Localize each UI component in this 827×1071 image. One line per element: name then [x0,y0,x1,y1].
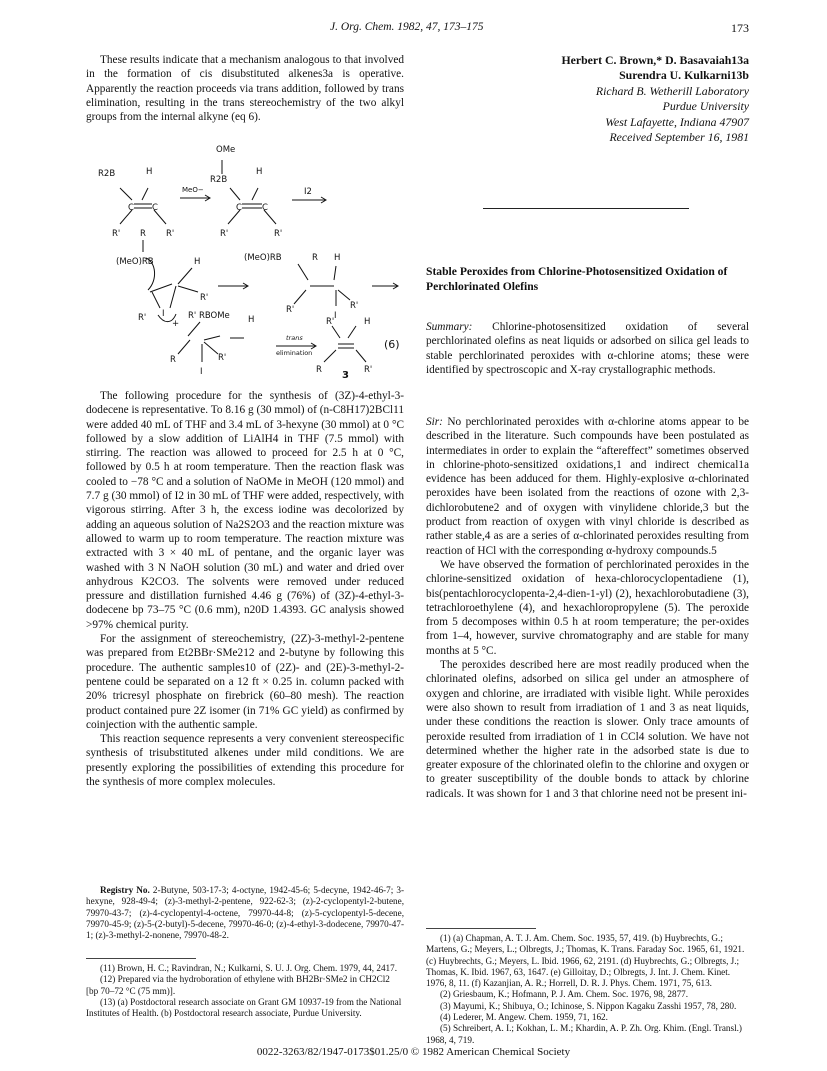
footnote-4: (4) Lederer, M. Angew. Chem. 1959, 71, 162. [440,1012,608,1023]
left-body [86,389,404,789]
registry-text: 2-Butyne, 503-17-3; 4-octyne, 1942-45-6; 5-decyne, 1942-46-7; 3-hexyne, 928-49-4; (z)-3-methyl-2-pentene, 922-62-3; (z)-2-cyclopentyl-2-butene, 79970-43-7; (z)-4-cyclopentyl-4-octene, 79970-44-8; (z)-5-cyclopentyl-5-decene, 79970-45-9; (z)-5-(2-butyl)-5-decene, 79970-46-0; (z)-4-ethyl-3-dodecene, 79970-47-1; (z)-3-methyl-2-nonene, 79970-48-2. [86,885,405,941]
paragraph-stereochemistry: For the assignment of stereochemistry, (2Z)-3-methyl-2-pentene was prepared from Et2BBr·SMe212 and 2-butyne by following this procedure. The authentic samples10 of (2Z)- and (2E)-3-methyl-2-pentene could be separated on a 12 ft × 0.25 in. column packed with 20% tricresyl phosphate on firebrick (60–80 mesh). The reaction product contained pure 2Z isomer (in 71% GC yield) as confirmed by coinjection with the authentic sample. [86,633,404,731]
right-footnotes [426,933,749,1046]
scheme-rp2: R' [166,229,175,239]
scheme-r-f: R [316,365,322,375]
sir-label: Sir: [426,416,443,428]
scheme-h-d: H [334,253,341,263]
paragraph-introduction: No perchlorinated peroxides with α-chlorine atoms appear to be described in the literature. Such compounds have been postulated as intermediates in order to explain the “aftereffect” sometimes observed in chlorine-photo-sensitized oxidations,1 and indirect chemical1a evidence has been adduced for them. Highly-explosive α-chlorinated peroxides have been isolated from the reactions of ozone with 2,3-dichlorobutene2 and of oxygen with vinylidene chloride,3 but the product from reaction of oxygen with vinyl chloride is described as rather stable,4 as are a series of α-chlorinated peroxides resulting from reaction of HCl with the corresponding α-hydroxy compounds.5 [426,416,749,557]
scheme-rp-c: R' [200,293,209,303]
left-footnotes [86,963,404,1019]
author-block [426,53,749,145]
scheme-plus: + [172,319,180,329]
footnote-12: (12) Prepared via the hydroboration of ethylene with BH2Br·SMe2 in CH2Cl2 [bp 70–72 °C (75 mm)]. [86,974,390,996]
footnote-divider-left [86,958,196,959]
scheme-i-e: I [200,367,203,377]
affiliation-1: Richard B. Wetherill Laboratory [595,83,749,98]
summary-block [426,320,749,377]
reaction-scheme-eq6 [80,140,410,380]
equation-number: (6) [384,338,400,351]
footnote-3: (3) Mayumi, K.; Shibuya, O.; Ichinose, S. Nippon Kagaku Zasshi 1957, 78, 280. [440,1000,737,1011]
footnote-5: (5) Schreibert, A. I.; Kokhan, L. M.; Khardin, A. P. Zh. Org. Khim. (Engl. Transl.) 1968, 4, 719. [426,1023,742,1045]
scheme-h-c: H [194,257,201,267]
scheme-c4: C [262,203,268,213]
footnote-1: (1) (a) Chapman, A. T. J. Am. Chem. Soc. 1935, 57, 419. (b) Huybrechts, G.; Martens, G.; Meyers, L.; Olbregts, J.; Thomas, K. Trans. Faraday Soc. 1965, 61, 1921. (c) Huybrechts, G.; Meyers, L. Ibid. 1966, 62, 2191. (d) Huybrechts, G.; Olbregts, J.; Thomas, K. Ibid. 1967, 63, 1647. (e) Gilloitay, D.; Olbregts, J. Int. J. Chem. Kinet. 1976, 8, 11. (f) Kazanjian, A. R.; Horrell, D. R. J. Phys. Chem. 1971, 75, 613. [426,933,745,989]
scheme-rp-f1: R' [326,317,335,327]
registry-numbers [86,885,404,941]
paragraph-mechanism: These results indicate that a mechanism analogous to that involved in the formation of cis disubstituted alkenes3a is operative. Apparently the reaction proceeds via trans addition, followed by trans elimination, resulting in the trans stereochemistry of the two alkyl groups from the internal alkyne (eq 6). [86,54,404,124]
scheme-r-d: R [312,253,318,263]
scheme-meo: MeO− [182,186,204,194]
summary-text: Chlorine-photosensitized oxidation of several perchlorinated olefins as neat liquids or adsorbed on silica gel leads to stable perchlorinated peroxides with α-chlorine atoms; these were identified by spectroscopic and X-ray crystallographic methods. [426,321,749,376]
footnote-divider-right [426,928,536,929]
scheme-h-a: H [146,167,153,177]
scheme-trans: trans [286,334,303,342]
authors-line-2: Surendra U. Kulkarni13b [619,68,749,83]
scheme-r-d2: R' [286,305,295,315]
affiliation-3: West Lafayette, Indiana 47907 [605,114,749,129]
right-body [426,415,749,801]
article-title: Stable Peroxides from Chlorine-Photosensitized Oxidation of Perchlorinated Olefins [426,265,728,293]
affiliation-2: Purdue University [662,99,749,114]
paragraph-procedure: The following procedure for the synthesis of (3Z)-4-ethyl-3-dodecene is representative. To 8.16 g (30 mmol) of (n-C8H17)2BCl11 were added 40 mL of THF and 3.4 mL of 3-hexyne (30 mmol) at 0 °C followed by a slow addition of LiAlH4 in THF (7.5 mmol) with stirring. The reaction was allowed to proceed for 2.5 h at 0 °C, followed by 0.5 h at room temperature. Then the reaction flask was cooled to −78 °C and a solution of NaOMe in MeOH (120 mmol) and 7.7 g (30 mmol) of I2 in 30 mL of THF were added, respectively, with vigorous stirring. After 3 h, the excess iodine was decolorized by adding an aqueous solution of Na2S2O3 and the reaction mixture was allowed to warm up to room temperature. The reaction mixture was extracted with 3 × 40 mL of pentane, and the organic layer was washed with 3 N NaOH solution (30 mL) and water and dried over anhydrous K2CO3. The solvents were removed under reduced pressure and distillation furnished 4.46 g (76%) of (3Z)-4-ethyl-3-dodecene bp 73–75 °C (0.6 mm), n20D 1.4393. GC analysis showed >97% chemical purity. [86,390,404,631]
scheme-h-e: H [248,315,255,325]
scheme-rp-f2: R' [364,365,373,375]
footnote-11: (11) Brown, H. C.; Ravindran, N.; Kulkarni, S. U. J. Org. Chem. 1979, 44, 2417. [100,963,398,973]
summary-label: Summary: [426,321,473,333]
footnote-2: (2) Griesbaum, K.; Hofmann, P. J. Am. Chem. Soc. 1976, 98, 2877. [440,989,689,1000]
scheme-rp1: R' [112,229,121,239]
page-number: 173 [731,21,749,35]
running-header-journal: J. Org. Chem. 1982, 47, 173–175 [330,21,484,33]
scheme-r2b-a: R2B [98,169,116,179]
left-intro-paragraph [86,53,404,124]
compound-number: 3 [342,370,349,380]
scheme-h-b: H [256,167,263,177]
scheme-elimination: elimination [276,349,313,357]
scheme-c3: C [236,203,242,213]
paragraph-conclusion: This reaction sequence represents a very convenient stereospecific synthesis of trisubstituted alkenes under mild conditions. We are presently exploring the possibilities of extending this procedure for the synthesis of more complex molecules. [86,733,404,789]
scheme-r2b-b: R2B [210,175,228,185]
registry-label: Registry No. [100,885,150,895]
page-footer: 0022-3263/82/1947-0173$01.25/0 © 1982 American Chemical Society [256,1046,571,1058]
scheme-c2: C [152,203,158,213]
scheme-meorb-1: (MeO)RB [116,257,154,267]
scheme-r-mid: R [140,229,146,239]
scheme-meorb-2: (MeO)RB [244,253,282,263]
scheme-i-d: I [334,311,337,321]
scheme-i-plus: I [162,309,165,319]
paragraph-conditions: The peroxides described here are most readily produced when the chlorinated olefins, adsorbed on silica gel under an atmosphere of oxygen and chlorine, are irradiated with visible light. While peroxides were also shown to result from irradiation of 1 and 3 as neat liquids, under these conditions the reaction is slower. Only trace amounts of peroxide resulted from irradiation of 1 in CCl4 solution. We have not determined whether the higher rate in the adsorbed state is due to greater exposure of the chlorinated olefin to the chlorine and oxygen or to greater susceptibility of the double bonds to attack by chlorine radicals. It was shown for 1 and 3 that chlorine need not be present ini- [426,659,749,800]
footnote-13: (13) (a) Postdoctoral research associate on Grant GM 10937-19 from the National Institutes of Health. (b) Postdoctoral research associate, Purdue University. [86,996,402,1019]
paragraph-observation: We have observed the formation of perchlorinated peroxides in the chlorine-sensitized oxidation of hexa-chlorocyclopentadiene (1), bis(pentachlorocyclopenta-2,4-dien-1-yl) (2), hexachlorobutadiene (3), tetrachloroethylene (4), and hexachloropropylene (5). The peroxide from 5 decomposes within 0.5 h at room temperature; the per-oxides from 1–4, however, survive chromatography and are stable for many months at 5 °C. [426,558,749,657]
section-divider [483,208,689,209]
scheme-h-f: H [364,317,371,327]
scheme-r-e2: R' [218,353,227,363]
authors-line-1: Herbert C. Brown,* D. Basavaiah13a [561,53,749,67]
scheme-rp3: R' [220,229,229,239]
scheme-i2: I2 [304,187,312,197]
scheme-r-e: R [170,355,176,365]
scheme-r-c: R' [138,313,147,323]
scheme-ome: OMe [216,145,236,155]
scheme-rp-rbome: R' RBOMe [188,311,230,321]
scheme-rp-d: R' [350,301,359,311]
scheme-c1: C [128,203,134,213]
received-date: Received September 16, 1981 [609,130,749,145]
scheme-rp4: R' [274,229,283,239]
